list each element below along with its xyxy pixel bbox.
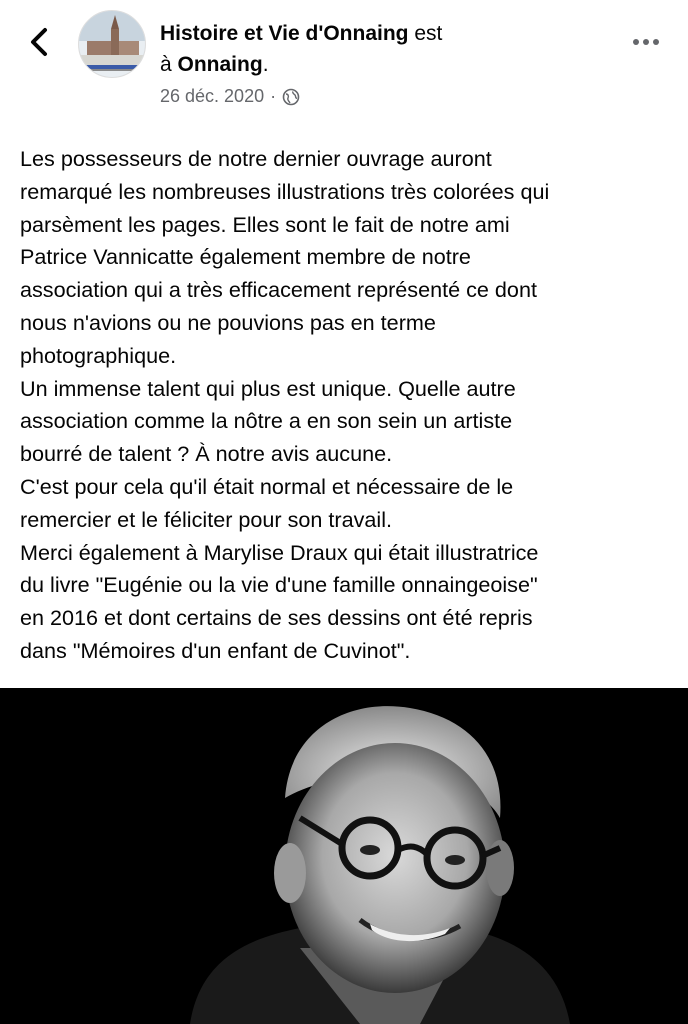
post-author-line (160, 18, 580, 80)
post-header (0, 0, 688, 120)
post-text-line: Les possesseurs de notre dernier ouvrage auront (20, 146, 492, 171)
post-text-line: remarqué les nombreuses illustrations très colorées qui (20, 178, 550, 204)
post-text-line: photographique. (20, 342, 177, 368)
location-link[interactable]: Onnaing (177, 53, 263, 76)
more-horizontal-icon (626, 30, 666, 54)
back-button[interactable] (26, 22, 54, 62)
post-text-line: nous n'avions ou ne pouvions pas en terme (20, 309, 436, 335)
post-text-line: C'est pour cela qu'il était normal et nécessaire de le (20, 473, 514, 499)
post-text-line: Un immense talent qui plus est unique. Quelle autre (20, 375, 516, 401)
at-word: à (160, 53, 178, 76)
location-suffix: . (262, 53, 269, 76)
church-thumbnail (79, 11, 146, 78)
post-text-line: parsèment les pages. Elles sont le fait de notre ami (20, 211, 510, 237)
post-text-line: remercier et le féliciter pour son travail. (20, 506, 393, 532)
post-photo[interactable] (0, 688, 688, 1024)
more-options-button[interactable] (626, 30, 666, 54)
post-text-line: association comme la nôtre a en son sein un artiste (20, 408, 513, 434)
page-name-link[interactable]: Histoire et Vie d'Onnaing (160, 22, 409, 45)
post-text-line: Merci également à Marylise Draux qui était illustratrice (20, 539, 539, 565)
globe-icon (282, 88, 300, 106)
meta-separator: · (270, 86, 277, 106)
post-text-line: dans "Mémoires d'un enfant de Cuvinot". (20, 637, 411, 663)
portrait-image (0, 688, 688, 1024)
connector-text: est (408, 22, 443, 45)
post-text-line: bourré de talent ? À notre avis aucune. (20, 441, 393, 467)
post-date[interactable]: 26 déc. 2020 (160, 86, 265, 106)
page-avatar[interactable] (78, 10, 146, 78)
chevron-left-icon (26, 22, 54, 62)
post-body (20, 143, 680, 668)
post-text-line: association qui a très efficacement représenté ce dont (20, 277, 537, 303)
post-text-line: Patrice Vannicatte également membre de notre (20, 244, 471, 270)
post-meta (160, 86, 300, 107)
post-text-line: du livre "Eugénie ou la vie d'une famille onnaingeoise" (20, 572, 538, 598)
post-text-line: en 2016 et dont certains de ses dessins ont été repris (20, 605, 533, 631)
